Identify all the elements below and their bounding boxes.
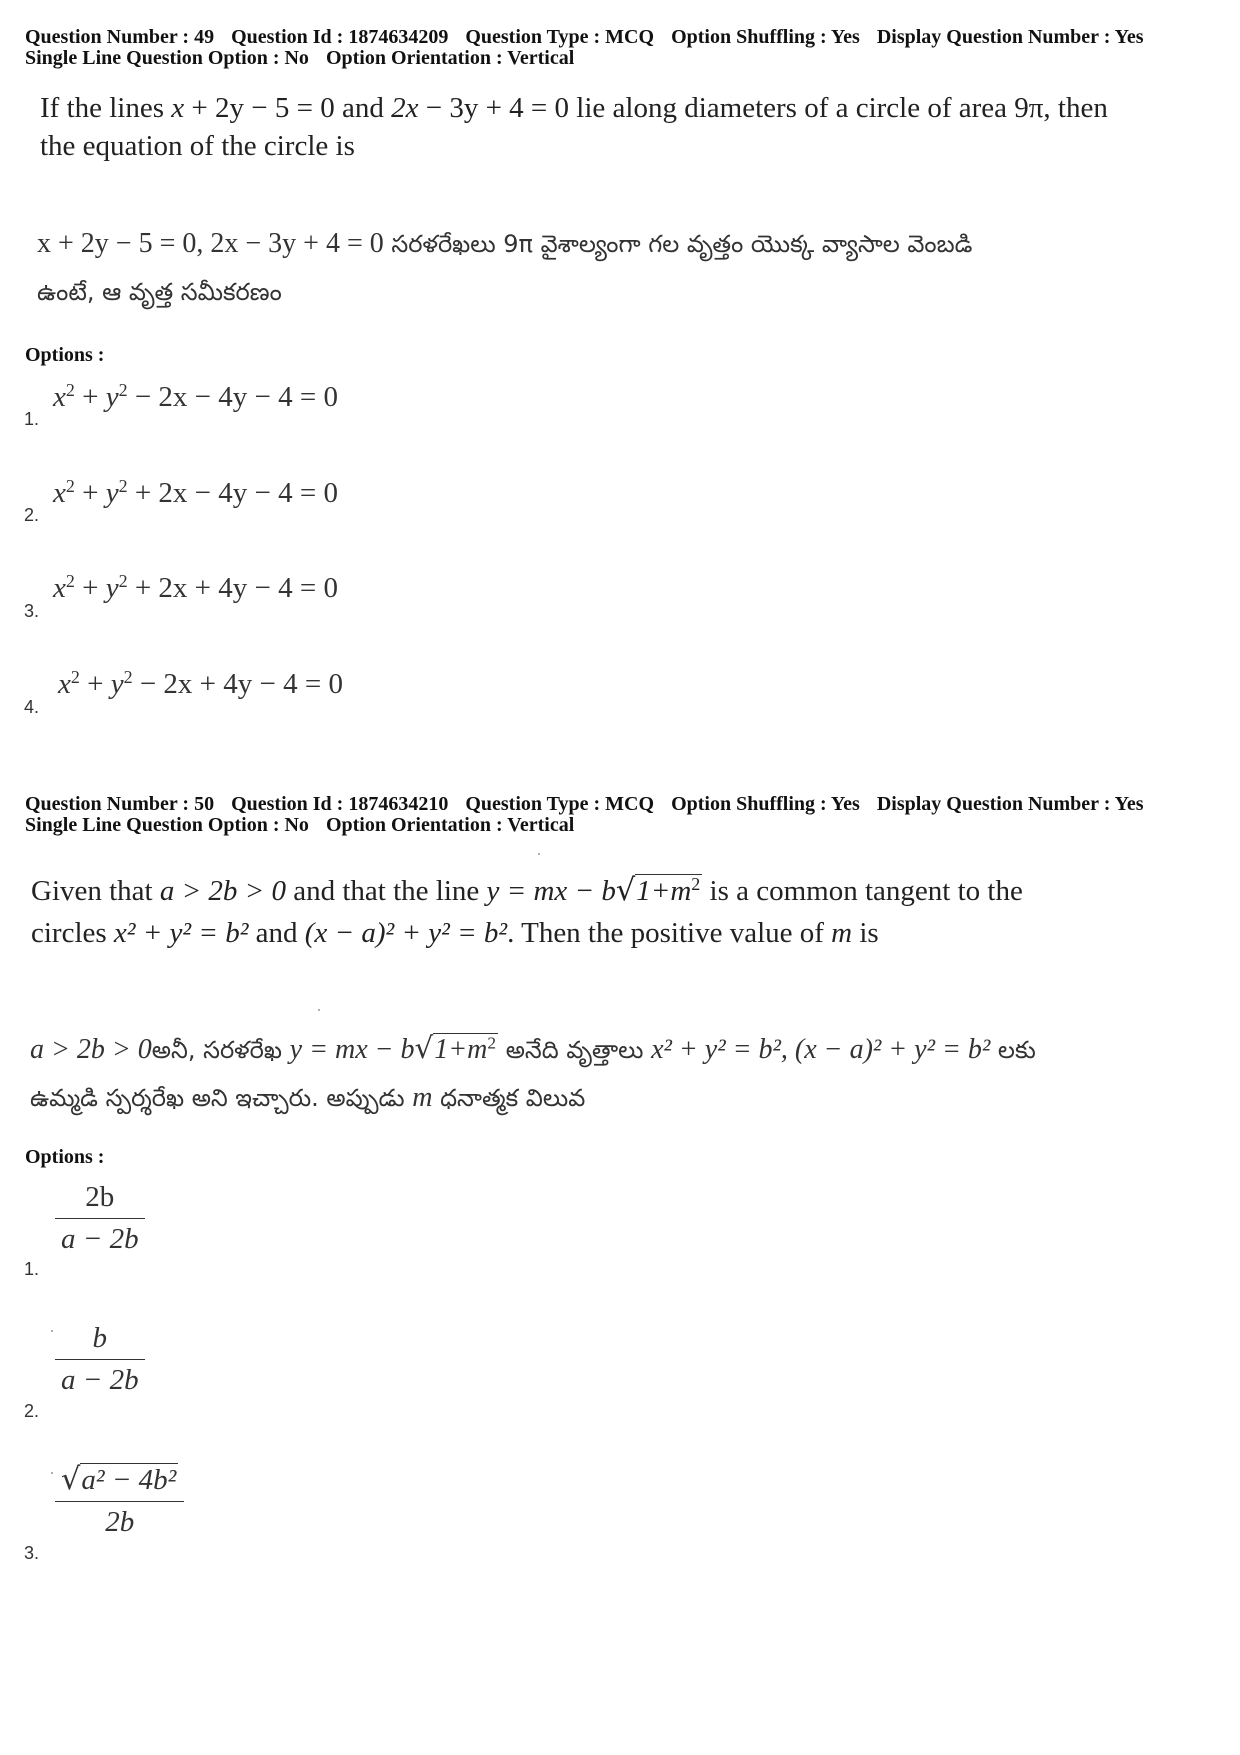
q50-en-text-c: is a common tangent to the — [702, 875, 1023, 907]
q50-question-type: Question Type : MCQ — [465, 793, 655, 815]
q50-en-text-d: circles — [31, 917, 114, 949]
q50-option-3-denominator: 2b — [55, 1501, 184, 1539]
q50-en-text-b: and that the line — [286, 875, 487, 907]
q50-options-label: Options : — [25, 1146, 105, 1168]
q49-question-type: Question Type : MCQ — [465, 26, 655, 48]
q50-en-condition: a > 2b > 0 — [159, 875, 286, 907]
q49-telugu-text — [37, 220, 972, 316]
q49-option-shuffling: Option Shuffling : Yes — [671, 26, 860, 48]
q49-metadata — [25, 27, 1215, 69]
q49-option-2-number: 2. — [24, 505, 40, 525]
q50-question-id: Question Id : 1874634210 — [231, 793, 449, 815]
q50-option-3-number: 3. — [24, 1543, 40, 1563]
q49-single-line: Single Line Question Option : No — [25, 47, 309, 69]
q50-english-line-2 — [31, 912, 1023, 954]
q49-telugu-equations: x + 2y − 5 = 0, 2x − 3y + 4 = 0 — [37, 228, 384, 259]
q50-option-1-denominator: a − 2b — [55, 1218, 145, 1256]
q50-te-text-a: అనీ, సరళరేఖ — [151, 1036, 290, 1064]
q49-option-3-equation: $x^2 + y^2 + 2x + 4y - 4 = 0$ — [53, 571, 338, 604]
q50-option-2-denominator: a − 2b — [55, 1359, 145, 1397]
q50-english-line-1 — [31, 870, 1023, 912]
q49-en-text-c: lie along diameters of a circle of area 9π, then — [569, 92, 1108, 124]
q50-te-text-c: లకు — [990, 1036, 1036, 1064]
q50-option-2-fraction — [55, 1322, 145, 1397]
q49-option-4-equation: $x^2 + y^2 - 2x + 4y - 4 = 0$ — [58, 667, 343, 700]
scan-speck — [538, 853, 540, 855]
q50-te-text-e: ధనాత్మక విలువ — [432, 1084, 586, 1112]
q50-option-1-fraction — [55, 1181, 145, 1256]
q50-en-text-e: and — [248, 917, 305, 949]
q50-option-shuffling: Option Shuffling : Yes — [671, 793, 860, 815]
q50-meta-line-1 — [25, 794, 1215, 815]
q49-english-text — [40, 89, 1108, 165]
q50-option-1-numerator: 2b — [85, 1181, 115, 1213]
q50-te-text-b: అనేది వృత్తాలు — [498, 1036, 652, 1064]
q49-telugu-line-2: ఉంటే, ఆ వృత్త సమీకరణం — [37, 278, 282, 306]
q49-question-number: Question Number : 49 — [25, 26, 215, 48]
q50-te-circle-1: x² + y² = b², — [651, 1034, 795, 1065]
q50-en-line-eq: y = mx − b — [486, 875, 616, 907]
q49-telugu-line-1 — [37, 220, 972, 268]
q49-meta-line-2 — [25, 48, 1215, 69]
q50-en-sqrt: $√1+m^2$ — [615, 873, 701, 908]
q49-english-line-1 — [40, 89, 1108, 127]
q50-telugu-text — [30, 1024, 1036, 1122]
q50-en-m: m — [831, 917, 853, 949]
q50-te-m: m — [412, 1082, 433, 1113]
q49-en-eq1-rest: + 2y − 5 = 0 — [184, 92, 335, 124]
q50-meta-line-2 — [25, 815, 1215, 836]
q50-en-circle-2: (x − a)² + y² = b² — [304, 917, 508, 949]
q49-option-4-number: 4. — [24, 697, 40, 717]
q50-telugu-line-1 — [30, 1024, 1036, 1074]
q49-option-3-number: 3. — [24, 601, 40, 621]
q49-orientation: Option Orientation : Vertical — [325, 47, 575, 69]
q49-options-label: Options : — [25, 344, 105, 366]
q49-en-eq1-x: x — [171, 92, 185, 124]
q49-question-id: Question Id : 1874634209 — [231, 26, 449, 48]
q49-en-eq2-rest: − 3y + 4 = 0 — [418, 92, 570, 124]
q50-te-circle-2: (x − a)² + y² = b² — [794, 1034, 991, 1065]
q50-option-3-numerator: √a² − 4b² — [61, 1462, 177, 1497]
q50-orientation: Option Orientation : Vertical — [325, 814, 575, 836]
q49-option-1-number: 1. — [24, 409, 40, 429]
q50-option-1-number: 1. — [24, 1259, 40, 1279]
q50-option-2-number: 2. — [24, 1401, 40, 1421]
scan-speck — [51, 1472, 53, 1474]
q50-te-condition: a > 2b > 0 — [30, 1034, 152, 1065]
q49-en-text-b: and — [334, 92, 392, 124]
q50-metadata — [25, 794, 1215, 836]
q49-meta-line-1 — [25, 27, 1215, 48]
q50-english-text — [31, 870, 1023, 954]
q50-option-3-fraction — [55, 1462, 184, 1539]
q50-single-line: Single Line Question Option : No — [25, 814, 309, 836]
q50-te-text-d: ఉమ్మడి స్పర్శరేఖ అని ఇచ్చారు. అప్పుడు — [30, 1084, 413, 1112]
q50-telugu-line-2 — [30, 1074, 1036, 1122]
q49-english-line-2: the equation of the circle is — [40, 130, 355, 162]
q50-option-2-numerator: b — [92, 1322, 108, 1354]
q49-telugu-l1: సరళరేఖలు 9π వైశాల్యంగా గల వృత్తం యొక్క వ్యాసాల వెంబడి — [391, 230, 973, 258]
q50-te-line-eq: y = mx − b — [289, 1034, 415, 1065]
q50-te-sqrt: $√1+m^2$ — [414, 1031, 497, 1065]
q50-en-text-a: Given that — [31, 875, 160, 907]
q50-question-number: Question Number : 50 — [25, 793, 215, 815]
q49-option-2-equation: $x^2 + y^2 + 2x - 4y - 4 = 0$ — [53, 476, 338, 509]
q49-option-1-equation: $x^2 + y^2 - 2x - 4y - 4 = 0$ — [53, 380, 338, 413]
q49-en-text-a: If the lines — [40, 92, 172, 124]
scan-speck — [318, 1009, 320, 1011]
q49-display-question-number: Display Question Number : Yes — [876, 26, 1144, 48]
q49-en-eq2-x: 2x — [391, 92, 419, 124]
scan-speck — [51, 1330, 53, 1332]
q50-en-text-g: is — [852, 917, 879, 949]
q50-en-circle-1: x² + y² = b² — [113, 917, 249, 949]
q50-en-text-f: . Then the positive value of — [507, 917, 832, 949]
q50-display-question-number: Display Question Number : Yes — [876, 793, 1144, 815]
